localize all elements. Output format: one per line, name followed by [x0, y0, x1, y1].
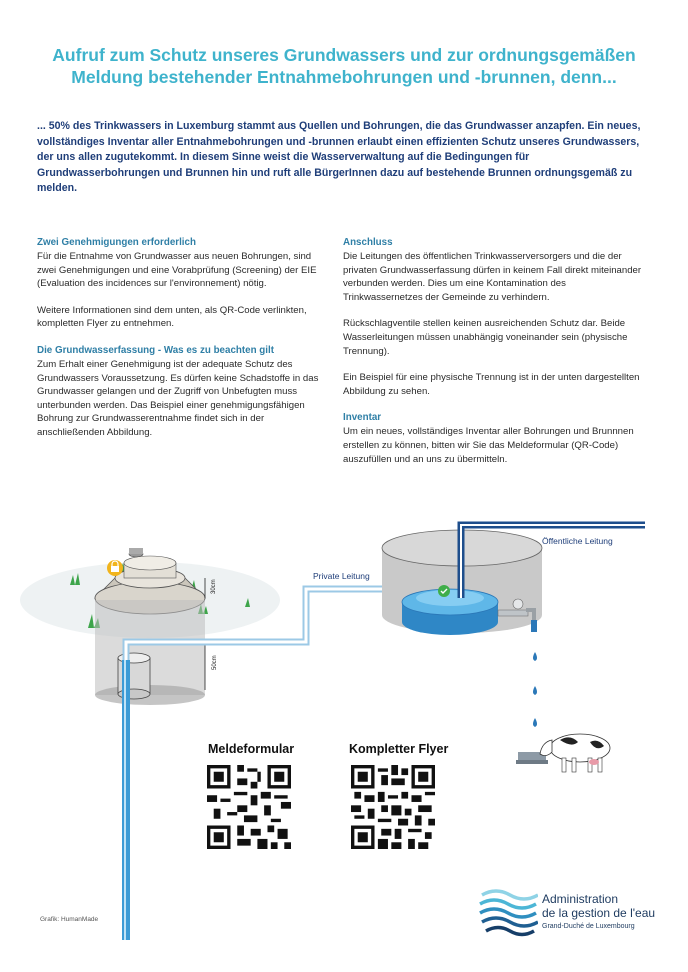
lock-icon [107, 560, 123, 576]
heading-connection: Anschluss [343, 237, 393, 248]
inventory-text: Um ein neues, vollständiges Inventar aller Bohrungen und Brunnnen erstellen zu können, bitten wir Sie das Meldeformular (QR-Code) auszufüllen und an uns zu übermitteln. [343, 426, 634, 465]
heading-groundwater-capture: Die Grundwasserfassung - Was es zu beachten gilt [37, 344, 274, 356]
measure-bottom-label: 50cm [212, 655, 218, 670]
logo-line-2: de la gestion de l'eau [542, 906, 656, 920]
check-icon [438, 585, 450, 597]
well-illustration [0, 500, 688, 940]
public-pipe-label: Öffentliche Leitung [542, 536, 613, 546]
connection-text: Die Leitungen des öffentlichen Trinkwasserversorgers und die der privaten Grundwasserfassung dürfen in keinem Fall direkt miteinander verbunden werden. Dies um eine Kontamination des Trinkwassernetzes der Gemeinde zu verhindern. [343, 251, 642, 303]
water-drop-icon [533, 652, 537, 727]
title-line-2: Meldung bestehender Entnahmebohrungen und -brunnen, denn... [71, 67, 617, 87]
more-info-text: Weitere Informationen sind dem unten, als QR-Code verlinkten, kompletten Flyer zu entnehmen. [37, 304, 307, 330]
form-qr-code[interactable] [207, 765, 291, 849]
flyer-qr-code[interactable] [351, 765, 435, 849]
flyer-qr-title: Kompletter Flyer [349, 742, 449, 756]
right-column [343, 236, 643, 466]
private-pipe-label: Private Leitung [313, 571, 370, 581]
measure-top-label: 30cm [211, 579, 217, 594]
logo-line-1: Administration [542, 892, 619, 906]
permits-text: Für die Entnahme von Grundwasser aus neuen Bohrungen, sind zwei Genehmigungen und eine Vorabprüfung (Screening) der EIE (Evaluation des incidences sur l'environnement) nötig. [37, 251, 317, 290]
groundwater-capture-text: Zum Erhalt einer Genehmigung ist der adequate Schutz des Grundwassers Voraussetzung. Es dürfen keine Schadstoffe in das Grundwasser gelangen und der Zugriff von Unbefugten muss unterbunden werden. Das Beispiel einer genehmigungsfähigen Bohrung zur Grundwasserentnahme findet sich in der anschließenden Abbildung. [37, 358, 319, 438]
intro-paragraph: ... 50% des Trinkwassers in Luxemburg stammt aus Quellen und Bohrungen, die das Grundwasser anzapfen. Ein neues, vollständiges Inventar aller Entnahmebohrungen und -brunnen erlaubt einen effizienten Schutz unseres Grundwassers, der uns allen zugutekommt. In diesem Sinne weist die Wasserverwaltung auf die Bedingungen für Grundwasserbohrungen und Brunnen hin und ruft alle BürgerInnen dazu auf bestehende Brunnen ordnungsgemäß zu melden. [37, 120, 641, 195]
graphic-credit: Grafik: HumanMade [40, 916, 99, 923]
logo-line-3: Grand-Duché de Luxembourg [542, 923, 635, 930]
heading-permits: Zwei Genehmigungen erforderlich [37, 237, 196, 248]
check-valve-text: Rückschlagventile stellen keinen ausreichenden Schutz dar. Beide Wasserleitungen müssen unabhängig voneinander sein (physische Trennung). [343, 318, 628, 357]
cow-icon [516, 734, 610, 772]
left-column [37, 236, 329, 440]
separation-example-text: Ein Beispiel für eine physische Trennung ist in der unten dargestellten Abbildung zu sehen. [343, 372, 640, 397]
logo-text [542, 892, 655, 930]
title-line-1: Aufruf zum Schutz unseres Grundwassers und zur ordnungsgemäßen [52, 45, 636, 65]
water-administration-logo [478, 887, 538, 939]
form-qr-title: Meldeformular [208, 742, 295, 756]
page-title [20, 44, 668, 88]
heading-inventory: Inventar [343, 412, 382, 424]
